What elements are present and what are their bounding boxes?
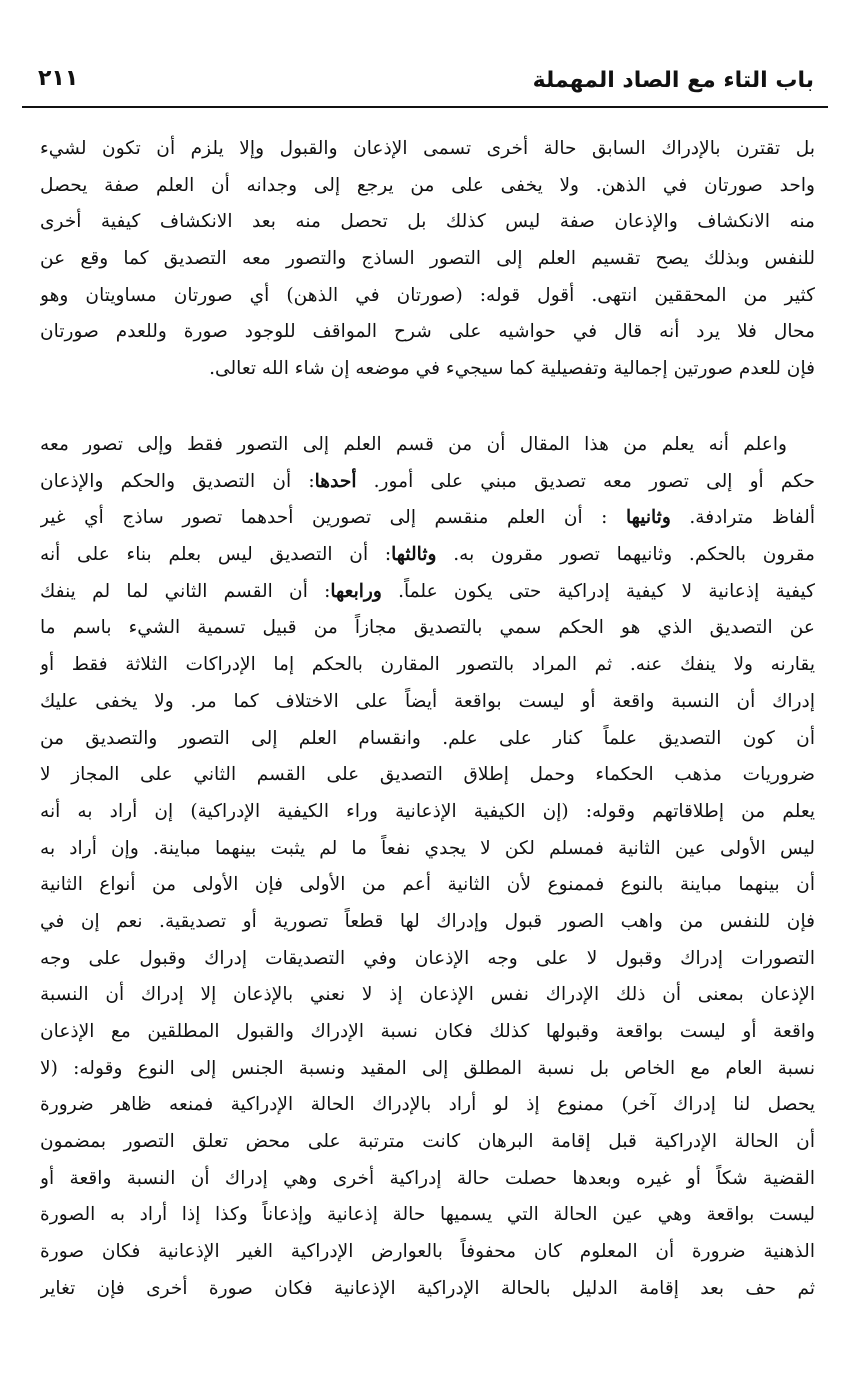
text-line: بل تقترن بالإدراك السابق حالة أخرى تسمى الإذعان والقبول وإلا يلزم أن تكون لشيء bbox=[40, 138, 815, 159]
text-line: أن بينهما مباينة بالنوع فممنوع لأن الثانية أعم من الأولى فإن الأولى من أنواع الثانية bbox=[40, 874, 815, 896]
text-line bbox=[40, 464, 815, 501]
running-title: باب التاء مع الصاد المهملة bbox=[532, 68, 814, 93]
page-number: ٢١١ bbox=[38, 66, 79, 91]
text-line: واحد صورتان في الذهن. ولا يخفى على من يرجع إلى وجدانه أن العلم صفة يحصل bbox=[40, 174, 815, 196]
paragraph-2 bbox=[40, 427, 815, 1308]
text-line: إدراك أن النسبة واقعة أو ليست بواقعة أيضاً على الاختلاف كما مر. ولا يخفى عليك bbox=[40, 690, 815, 712]
line-text: ألفاظ مترادفة. bbox=[689, 507, 815, 529]
text-line: عن التصديق الذي هو الحكم سمي بالتصديق مجازاً من قبيل تسمية الشيء باسم ما bbox=[40, 617, 815, 639]
text-line: أن الحالة الإدراكية قبل إقامة البرهان كانت مترتبة على محض تعلق التصور بمضمون bbox=[40, 1131, 815, 1153]
text-line: القضية شكاً أو غيره وبعدها حصلت حالة إدراكية أخرى وهي إدراك أن النسبة واقعة أو bbox=[40, 1167, 815, 1189]
text-line: الإذعان بمعنى أن ذلك الإدراك نفس الإذعان إذ لا نعني بالإذعان إلا إدراك أن النسبة bbox=[40, 984, 815, 1006]
text-line: للنفس وبذلك يصح تقسيم العلم إلى التصور الساذج والتصور معه التصديق كما وقع عن bbox=[40, 248, 815, 270]
text-line bbox=[40, 574, 815, 611]
point-heading-second: وثانيها bbox=[625, 507, 671, 529]
text-line: ليست بواقعة وهي عين الحالة التي يسميها حالة إذعانية وإذعاناً وكذا إذا أراد به الصورة bbox=[40, 1204, 815, 1226]
point-heading-first: أحدها bbox=[314, 470, 357, 492]
line-text: مقرون بالحكم. وثانيهما تصور مقرون به. bbox=[453, 544, 815, 566]
text-line: ضروريات مذهب الحكماء وحمل إطلاق التصديق على القسم الثاني على المجاز لا bbox=[40, 764, 815, 786]
text-line: فإن للعدم صورتين إجمالية وتفصيلية كما سيجيء في موضعه إن شاء الله تعالى. bbox=[209, 358, 815, 380]
text-line: أن كون التصديق علماً كنار على علم. وانقسام العلم إلى التصور والتصديق من bbox=[40, 727, 815, 749]
header-rule bbox=[22, 106, 828, 108]
text-line: منه الانكشاف والإذعان صفة ليس كذلك بل تحصل منه بعد الانكشاف كيفية أخرى bbox=[40, 211, 815, 233]
text-line: محال فلا يرد أنه قال في حواشيه على شرح المواقف للوجود صورة وللعدم صورتان bbox=[40, 321, 815, 343]
text-line bbox=[40, 537, 815, 574]
text-line: كثير من المحققين انتهى. أقول قوله: (صورتان في الذهن) أي صورتان مساويتان وهو bbox=[40, 284, 815, 306]
page-header bbox=[28, 62, 822, 104]
line-text: : أن العلم منقسم إلى تصورين أحدهما تصور ساذج أي غير bbox=[40, 507, 608, 529]
line-text: : أن القسم الثاني لما لم ينفك bbox=[40, 580, 331, 602]
text-line: الذهنية ضرورة أن المعلوم كان محفوفاً بالعوارض الإدراكية الغير الإذعانية فكان صورة bbox=[40, 1241, 815, 1263]
text-line bbox=[40, 500, 815, 537]
text-line: يحصل لنا إدراك آخر) ممنوع إذ لو أراد بالإدراك الحالة الإدراكية فمنعه ظاهر ضرورة bbox=[40, 1094, 815, 1116]
line-text: : أن التصديق والحكم والإذعان bbox=[40, 470, 315, 492]
line-text: كيفية إذعانية لا كيفية إدراكية حتى يكون علماً. bbox=[398, 580, 815, 602]
text-line: يعلم من إطلاقاتهم وقوله: (إن الكيفية الإذعانية وراء الكيفية الإدراكية) إن أراد به أنه bbox=[40, 800, 815, 822]
text-line: ليس الأولى عين الثانية فمسلم لكن لا يجدي نفعاً ما لم يثبت بينهما مباينة. وإن أراد به bbox=[40, 837, 815, 859]
text-line: واعلم أنه يعلم من هذا المقال أن من قسم العلم إلى التصور فقط وإلى تصور معه bbox=[40, 434, 787, 455]
text-line: التصورات إدراك وقبول لا على وجه الإذعان وفي التصديقات إدراك وقبول على وجه bbox=[40, 947, 815, 969]
text-line: ثم حف بعد إقامة الدليل بالحالة الإدراكية الإذعانية فكان صورة أخرى فإن تغاير bbox=[40, 1277, 815, 1299]
text-line: يقارنه ولا ينفك عنه. ثم المراد بالتصور المقارن بالحكم إما الإدراكات الثلاثة فقط أو bbox=[40, 654, 815, 676]
line-text: حكم أو إلى تصور معه تصديق مبني على أمور. bbox=[373, 470, 815, 492]
text-line: نسبة العام مع الخاص بل نسبة المطلق إلى المقيد ونسبة الجنس إلى النوع وقوله: (لا bbox=[40, 1057, 815, 1079]
point-heading-fourth: ورابعها bbox=[330, 580, 382, 602]
paragraph-1 bbox=[40, 131, 815, 388]
line-text: : أن التصديق ليس بعلم بناء على أنه bbox=[40, 544, 392, 566]
text-line: واقعة أو ليست بواقعة وقبولها كذلك فكان نسبة الإدراك والقبول المطلقين مع الإذعان bbox=[40, 1021, 815, 1042]
point-heading-third: وثالثها bbox=[391, 544, 437, 566]
text-line: فإن للنفس من واهب الصور قبول وإدراك لها قطعاً تصورية أو تصديقية. نعم إن في bbox=[40, 910, 815, 932]
